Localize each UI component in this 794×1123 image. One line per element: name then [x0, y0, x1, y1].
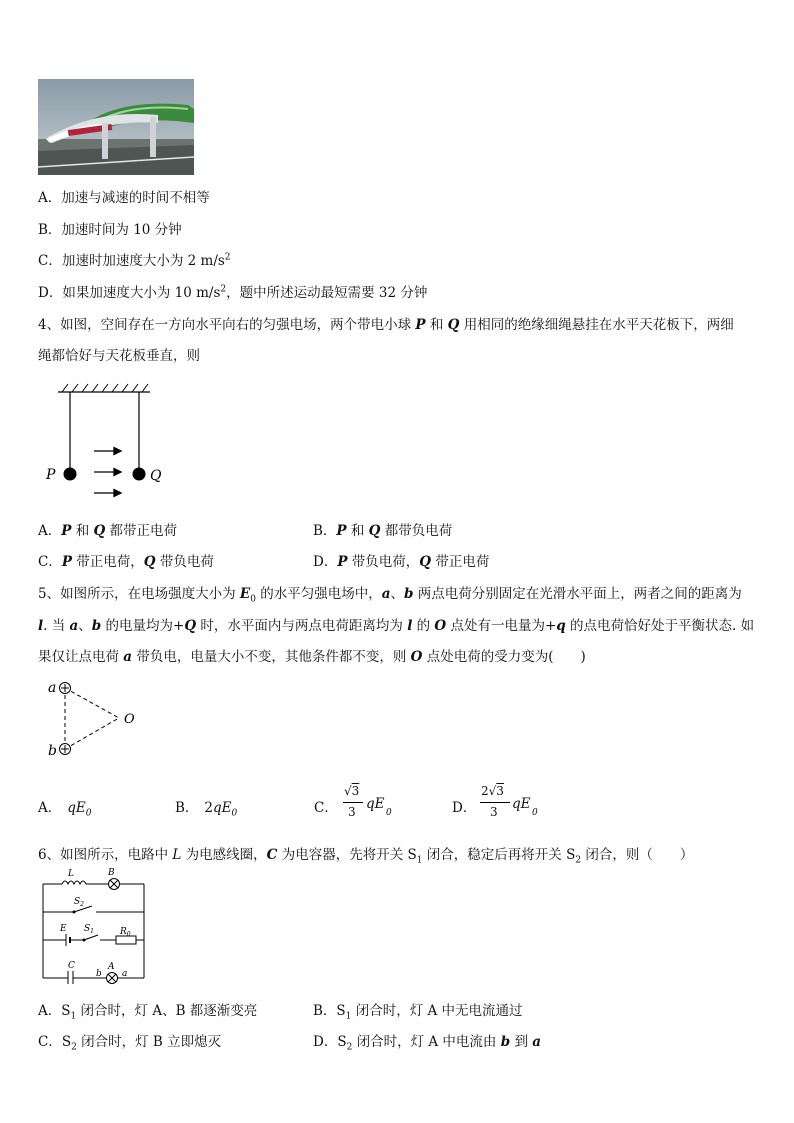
q6-option-c: [38, 1030, 221, 1053]
stem-text: 绳都恰好与天花板垂直，则: [38, 348, 200, 364]
stem-text: 果仅让点电荷: [38, 649, 124, 665]
stem-text: 如图所示，在电场强度大小为: [60, 586, 240, 602]
var: Q: [368, 523, 381, 539]
q6-stem: [38, 843, 693, 866]
stem-text: . 当: [43, 618, 70, 634]
var-a: a: [381, 586, 391, 602]
option-text: 带负电荷，: [347, 554, 420, 570]
subscript: 0: [231, 808, 238, 819]
label-s1: $S_1$: [84, 924, 94, 935]
subscript: 1: [345, 1011, 352, 1022]
q5-triangle-figure: [44, 676, 154, 760]
fraction: [480, 784, 510, 824]
subscript: 0: [532, 808, 538, 818]
option-key: D．: [452, 800, 477, 816]
option-text: S: [61, 1034, 72, 1050]
option-key: B．: [38, 222, 62, 238]
option-text: S: [61, 1003, 71, 1019]
subscript: 2: [346, 1042, 353, 1053]
subscript: 1: [416, 855, 423, 866]
var: Q: [93, 523, 106, 539]
stem-text: 如图，空间存在一方向水平向右的匀强电场，两个带电小球: [60, 317, 416, 333]
option-key: C．: [314, 800, 338, 816]
q3-option-c: [38, 249, 231, 269]
var-c: C: [266, 847, 278, 863]
superscript: 2: [224, 252, 231, 263]
option-text: 闭合时，灯 A、B 都逐渐变亮: [76, 1003, 258, 1019]
option-text-tail: ，题中所述运动最短需要 32 分钟: [226, 285, 428, 301]
numerator: 2√3: [481, 784, 504, 798]
stem-text: 如图所示，电路中: [60, 847, 173, 863]
label-c: C: [68, 961, 75, 971]
var-o: O: [410, 649, 423, 665]
subscript: 2: [71, 1042, 77, 1053]
q6-option-b: [313, 999, 523, 1022]
formula-qe: qE: [512, 796, 531, 812]
q5-option-a: [38, 796, 91, 819]
ball-q: [133, 468, 146, 481]
subscript: 0: [85, 808, 92, 819]
stem-text: 闭合，稳定后再将开关 S: [422, 847, 576, 863]
var: P: [337, 554, 348, 570]
dashed-ao: [65, 688, 119, 718]
q4-stem-line-2: [38, 344, 200, 364]
formula-qe: qE: [366, 796, 385, 812]
q5-stem-line-2: [38, 614, 754, 634]
option-text: 和: [71, 523, 94, 539]
var: Q: [419, 554, 432, 570]
q3-option-b: [38, 218, 182, 238]
label-p: P: [46, 467, 56, 483]
option-text: 闭合时，灯 A 中无电流通过: [351, 1003, 523, 1019]
question-number: 5、: [38, 586, 61, 602]
q4-stem-line-1: [38, 313, 734, 333]
field-arrows: [94, 448, 121, 497]
var-a: a: [123, 649, 133, 665]
ceiling-hatch: [62, 384, 148, 392]
q5-option-b: [175, 796, 237, 819]
option-key: B．: [313, 1003, 337, 1019]
stem-text: 和: [425, 317, 448, 333]
option-text: 加速时间为 10 分钟: [61, 222, 182, 238]
stem-text: 用相同的绝缘细绳悬挂在水平天花板下，两细: [459, 317, 734, 333]
var-b: b: [91, 618, 102, 634]
label-r0: $R_0$: [120, 927, 131, 938]
label-s2: $S_2$: [74, 897, 84, 908]
stem-text: 带负电，电量大小不变，其他条件都不变，则: [132, 649, 411, 665]
stem-text: 闭合，则（ ）: [581, 847, 694, 863]
superscript: 2: [220, 284, 227, 295]
dashed-bo: [65, 718, 119, 749]
label-a-lower: a: [122, 969, 128, 979]
numerator: √3: [344, 784, 360, 798]
option-key: C．: [38, 554, 62, 570]
option-text: 带正电荷，: [72, 554, 144, 570]
question-number: 6、: [38, 847, 61, 863]
var-a: a: [532, 1034, 542, 1050]
label-b-lower: b: [96, 969, 102, 979]
var-a: a: [69, 618, 79, 634]
stem-text: 点处电荷的受力变为( ): [422, 649, 586, 665]
option-text: S: [336, 1003, 346, 1019]
var: P: [336, 523, 347, 539]
option-key: D．: [38, 285, 63, 301]
option-key: D．: [313, 1034, 338, 1050]
q6-circuit-figure: [38, 866, 150, 984]
formula-qe: qE: [67, 800, 86, 816]
var-q: Q: [447, 317, 460, 333]
q3-option-a: [38, 186, 210, 206]
option-text: 加速时加速度大小为 2 m/s: [61, 253, 225, 269]
q4-option-c: [38, 550, 214, 570]
stem-text: 为电容器，先将开关 S: [277, 847, 417, 863]
formula-qe: qE: [213, 800, 232, 816]
stem-text: 为电感线圈，: [181, 847, 267, 863]
stem-text: 的: [412, 618, 435, 634]
coefficient: 2: [481, 784, 489, 798]
question-number: 4、: [38, 317, 61, 333]
subscript: 1: [70, 1011, 77, 1022]
q4-option-d: [313, 550, 489, 570]
option-text: 都带负电荷: [380, 523, 453, 539]
option-text: 和: [346, 523, 369, 539]
var-b: b: [500, 1034, 511, 1050]
var: P: [61, 554, 72, 570]
option-key: A．: [38, 1003, 62, 1019]
var: Q: [143, 554, 156, 570]
ball-p: [64, 468, 77, 481]
subscript: 2: [575, 855, 582, 866]
q4-option-b: [313, 519, 452, 539]
option-text: 到: [510, 1034, 533, 1050]
stem-text: 、: [390, 586, 404, 602]
var-l: l: [38, 618, 44, 634]
q3-option-d: [38, 281, 427, 301]
var-b: b: [403, 586, 414, 602]
subscript: 0: [386, 808, 392, 818]
stem-text: 时，水平面内与两点电荷距离均为: [196, 618, 408, 634]
q4-option-a: [38, 519, 177, 539]
stem-text: 两点电荷分别固定在光滑水平面上，两者之间的距离为: [413, 586, 742, 602]
option-text: S: [337, 1034, 347, 1050]
option-text: 如果加速度大小为 10 m/s: [62, 285, 221, 301]
fraction-bar: [343, 802, 363, 803]
option-text: 闭合时，灯 B 立即熄灭: [76, 1034, 222, 1050]
label-a: a: [48, 680, 57, 696]
label-b: B: [108, 868, 115, 878]
label-b: b: [48, 743, 57, 759]
option-key: C．: [38, 1034, 62, 1050]
maglev-train-photo: [38, 79, 194, 175]
label-q: Q: [150, 468, 162, 484]
option-key: D．: [313, 554, 338, 570]
denominator: 3: [490, 805, 498, 819]
option-text: 带负电荷: [155, 554, 214, 570]
stem-text: 、: [78, 618, 92, 634]
option-key: C．: [38, 253, 62, 269]
option-text: 都带正电荷: [105, 523, 178, 539]
q5-stem-line-3: [38, 645, 586, 665]
radicand: 3: [496, 784, 504, 798]
var-q: Q: [184, 618, 197, 634]
option-key: B．: [313, 523, 337, 539]
stem-text: 的点电荷恰好处于平衡状态. 如: [565, 618, 755, 634]
coefficient: 2: [204, 800, 214, 816]
fraction: [342, 784, 364, 824]
denominator: 3: [348, 805, 356, 819]
var-o: O: [434, 618, 447, 634]
label-a-upper: A: [108, 962, 115, 972]
switch-s1: [84, 935, 98, 940]
option-key: B．: [175, 800, 199, 816]
inductor-coil: [62, 881, 86, 884]
option-key: A．: [38, 523, 62, 539]
q4-hanging-charges-figure: [44, 380, 174, 500]
stem-text: 的电量均为+: [101, 618, 185, 634]
stem-text: 的水平匀强电场中，: [255, 586, 382, 602]
q6-option-d: [313, 1030, 541, 1053]
label-e: E: [60, 924, 67, 934]
option-text: 带正电荷: [431, 554, 490, 570]
label-l: L: [68, 869, 74, 879]
var-l: l: [407, 618, 413, 634]
q6-option-a: [38, 999, 257, 1022]
label-o: O: [124, 712, 135, 727]
fraction-bar: [480, 802, 510, 803]
var-q-small: q: [556, 618, 566, 634]
stem-text: 点处有一电量为+: [446, 618, 557, 634]
var: P: [61, 523, 72, 539]
option-text: 加速与减速的时间不相等: [61, 190, 210, 206]
option-key: A．: [38, 190, 62, 206]
var-l: L: [172, 847, 182, 863]
var-e: E: [239, 586, 251, 602]
option-key: A．: [38, 800, 62, 816]
radicand: 3: [351, 784, 360, 798]
q5-stem-line-1: [38, 582, 742, 605]
subscript: 0: [250, 594, 256, 605]
var-p: P: [415, 317, 426, 333]
option-text: 闭合时，灯 A 中电流由: [352, 1034, 501, 1050]
